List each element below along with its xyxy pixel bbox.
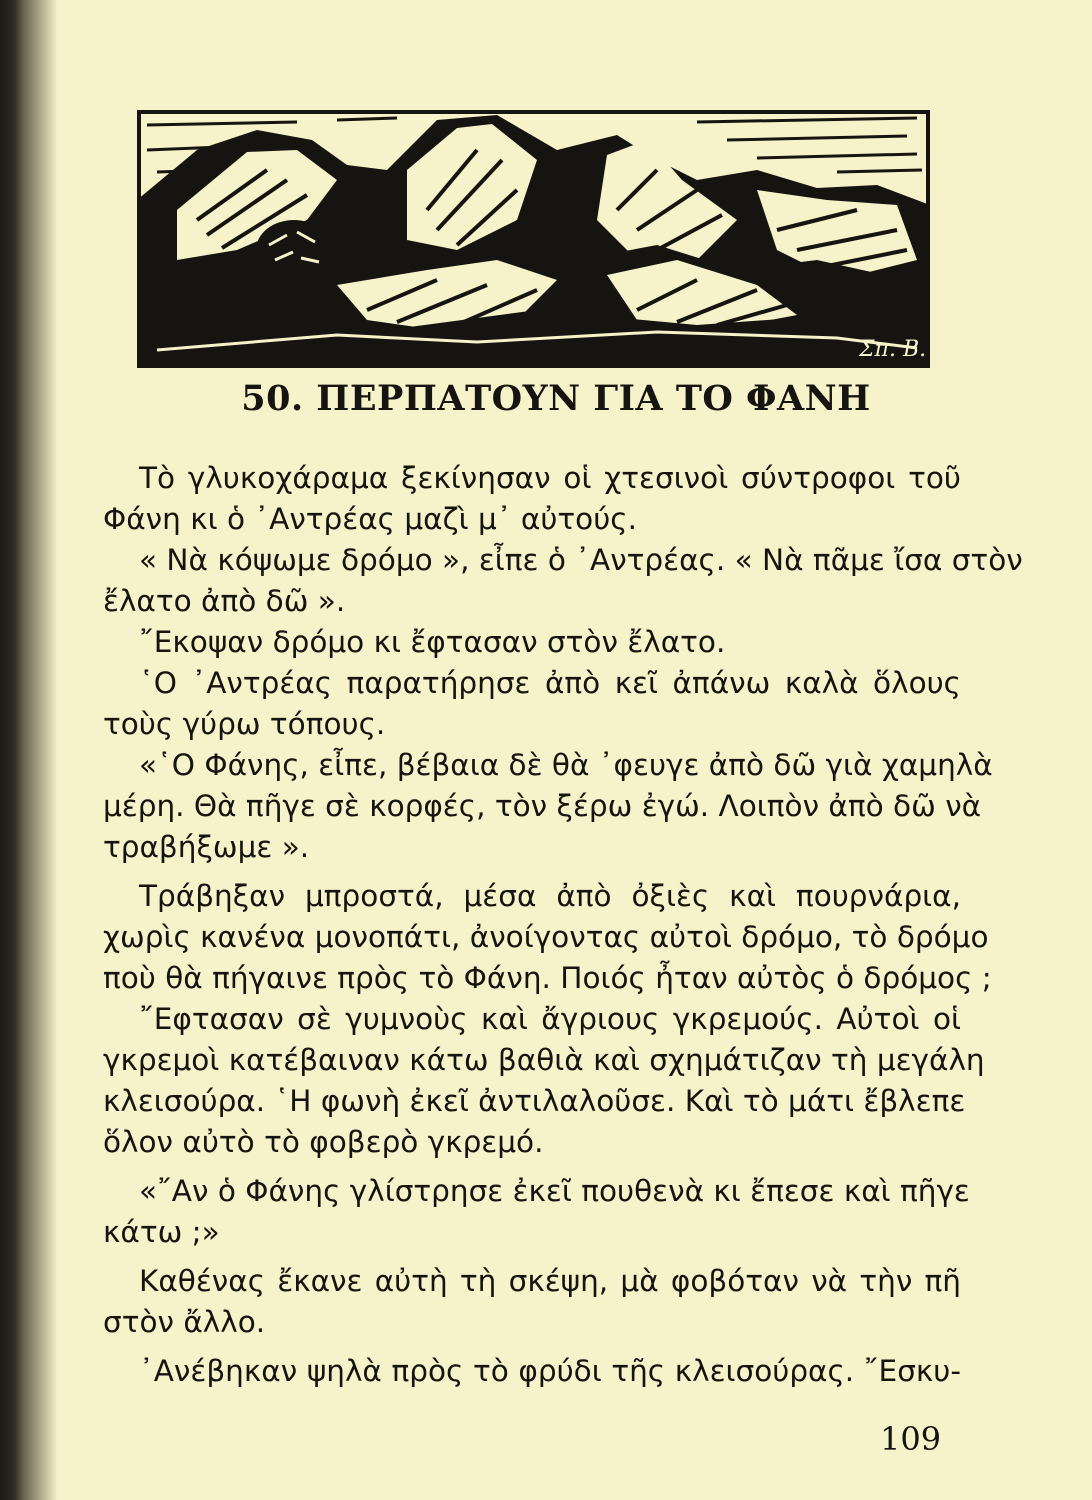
text-line: τοὺς γύρω τόπους. [103,707,386,741]
chapter-title: 50. ΠΕΡΠΑΤΟΥΝ ΓΙΑ ΤΟ ΦΑΝΗ [241,378,871,419]
text-line: ὅλον αὐτὸ τὸ φοβερὸ γκρεμό. [103,1125,544,1159]
text-line: τραβήξωμε ». [103,830,310,864]
text-line: κάτω ;» [103,1215,220,1249]
text-line: Φάνη κι ὁ ᾿Αντρέας μαζὶ μ᾿ αὐτούς. [103,502,637,536]
text-line: χωρὶς κανένα μονοπάτι, ἀνοίγοντας αὐτοὶ δρόμο, τὸ δρόμο [103,920,989,954]
text-line: Καθένας ἔκανε αὐτὴ τὴ σκέψη, μὰ φοβόταν νὰ τὴν πῆ [139,1264,961,1298]
text-line: Τὸ γλυκοχάραμα ξεκίνησαν οἱ χτεσινοὶ σύντροφοι τοῦ [139,461,961,495]
text-line: ᾿Ανέβηκαν ψηλὰ πρὸς τὸ φρύδι τῆς κλεισούρας. ῎Εσκυ- [139,1354,961,1388]
text-line: ῎Εφτασαν σὲ γυμνοὺς καὶ ἄγριους γκρεμούς. Αὐτοὶ οἱ [139,1002,961,1036]
text-line: Τράβηξαν μπροστά, μέσα ἀπὸ ὀξιὲς καὶ πουρνάρια, [139,879,961,913]
chapter-body [103,458,1023,1392]
text-line: γκρεμοὶ κατέβαιναν κάτω βαθιὰ καὶ σχημάτιζαν τὴ μεγάλη [103,1043,985,1077]
text-line: «῎Αν ὁ Φάνης γλίστρησε ἐκεῖ πουθενὰ κι ἔπεσε καὶ πῆγε [139,1174,970,1208]
text-line: ἔλατο ἀπὸ δῶ ». [103,584,346,618]
mountain-woodcut-illustration [137,110,930,368]
page-number: 109 [880,1420,942,1458]
text-line: ῎Εκοψαν δρόμο κι ἔφτασαν στὸν ἔλατο. [139,625,726,659]
text-line: στὸν ἄλλο. [103,1305,266,1339]
text-line: ῾Ο ᾿Αντρέας παρατήρησε ἀπὸ κεῖ ἀπάνω καλὰ ὅλους [139,666,961,700]
text-line: « Νὰ κόψωμε δρόμο », εἶπε ὁ ᾿Αντρέας. « Νὰ πᾶμε ἴσα στὸν [139,543,1023,577]
illustration-signature: Σπ. Β. [859,337,927,362]
text-line: «῾Ο Φάνης, εἶπε, βέβαια δὲ θὰ ᾿φευγε ἀπὸ δῶ γιὰ χαμηλὰ [139,748,993,782]
page-binding-shadow [0,0,58,1500]
text-line: μέρη. Θὰ πῆγε σὲ κορφές, τὸν ξέρω ἐγώ. Λοιπὸν ἀπὸ δῶ νὰ [103,789,982,823]
text-line: ποὺ θὰ πήγαινε πρὸς τὸ Φάνη. Ποιός ἦταν αὐτὸς ὁ δρόμος ; [103,961,992,995]
text-line: κλεισούρα. ῾Η φωνὴ ἐκεῖ ἀντιλαλοῦσε. Καὶ τὸ μάτι ἔβλεπε [103,1084,966,1118]
